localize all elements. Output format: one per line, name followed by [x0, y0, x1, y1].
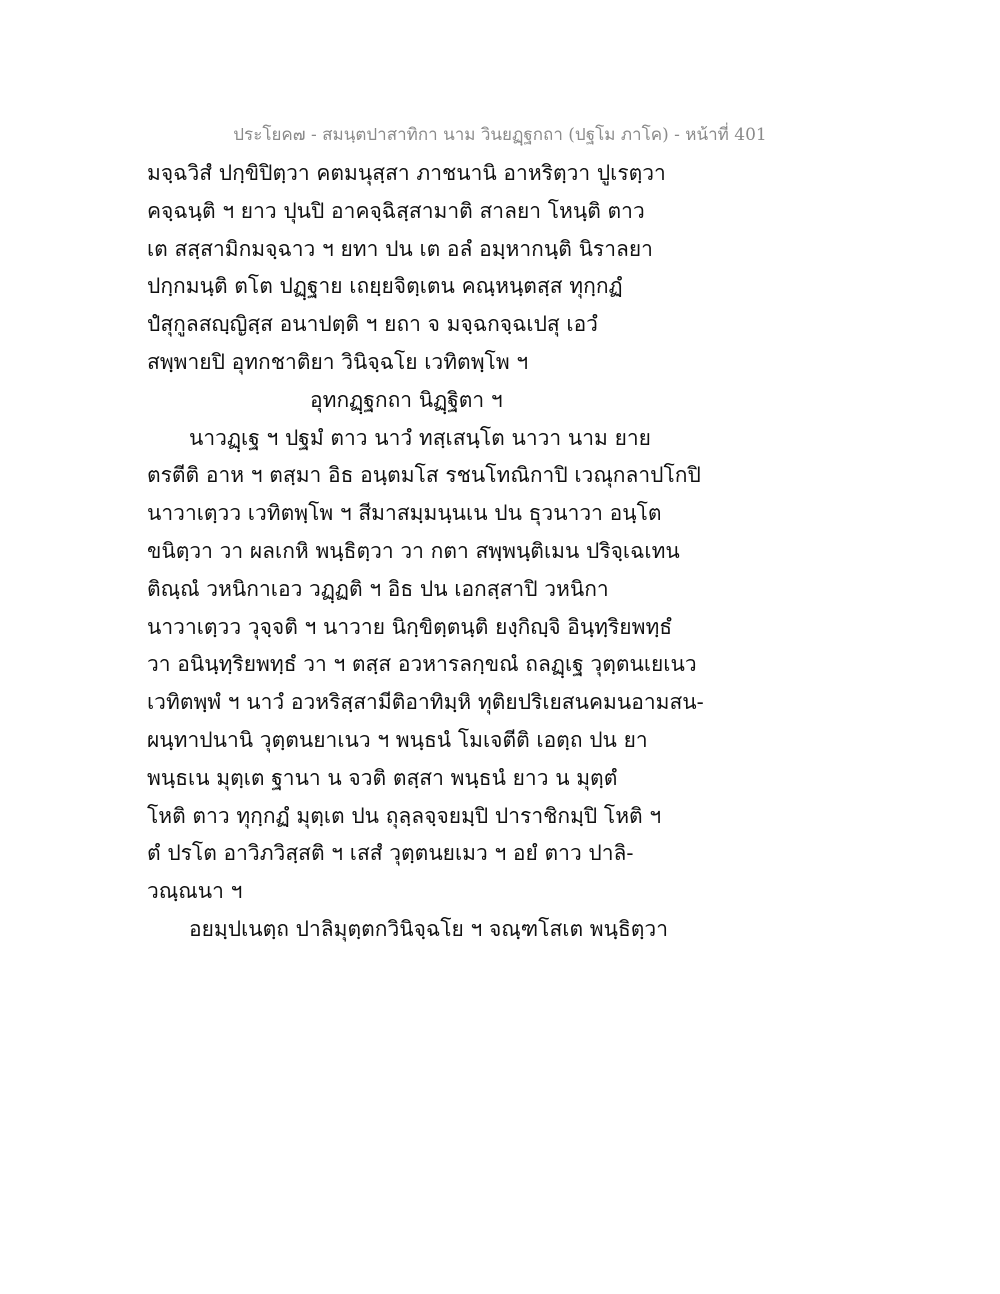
text-line: นาวาเตฺวว วุจฺจติ ฯ นาวาย นิกฺขิตฺตนฺติ ยงฺกิญฺจิ อินฺทฺริยพทฺธํ — [147, 614, 673, 639]
text-line: นาวาเตฺวว เวทิตพฺโพ ฯ สีมาสมฺมนฺนเน ปน ธุวนาวา อนฺโต — [147, 501, 662, 526]
text-line: ปกฺกมนฺติ ตโต ปฏฺฐาย เถยฺยจิตฺเตน คณฺหนฺตสฺส ทุกฺกฏํ — [147, 274, 623, 299]
text-line: คจฺฉนฺติ ฯ ยาว ปุนปิ อาคจฺฉิสฺสามาติ สาลยา โหนฺติ ตาว — [147, 198, 645, 223]
text-line: เต สสฺสามิกมจฺฉาว ฯ ยทา ปน เต อลํ อมฺหากนฺติ นิราลยา — [147, 236, 653, 261]
running-header: ประโยค๗ - สมนฺตปาสาทิกา นาม วินยฏฺฐกถา (ปฐโม ภาโค) - หน้าที่ 401 — [233, 125, 767, 145]
text-line: โหติ ตาว ทุกฺกฏํ มุตฺเต ปน ถุลฺลจฺจยมฺปิ ปาราชิกมฺปิ โหติ ฯ — [147, 803, 662, 828]
paragraph-start-line: อยมฺปเนตฺถ ปาลิมุตฺตกวินิจฺฉโย ฯ จณฺฑโสเต พนฺธิตฺวา — [189, 916, 669, 941]
text-line: มจฺฉวิสํ ปกฺขิปิตฺวา คตมนุสฺสา ภาชนานิ อาหริตฺวา ปูเรตฺวา — [147, 161, 666, 185]
text-line: ตํ ปรโต อาวิภวิสฺสติ ฯ เสสํ วุตฺตนยเมว ฯ อยํ ตาว ปาลิ- — [147, 841, 634, 866]
text-line: วณฺณนา ฯ — [147, 879, 243, 904]
paragraph-start-line: นาวฏฺเฐ ฯ ปฐมํ ตาว นาวํ ทสฺเสนฺโต นาวา นาม ยาย — [189, 425, 651, 450]
text-line: วา อนินฺทฺริยพทฺธํ วา ฯ ตสฺส อวหารลกฺขณํ ถลฏฺเฐ วุตฺตนเยเนว — [147, 652, 697, 677]
section-end-heading: อุทกฏฺฐกถา นิฏฺฐิตา ฯ — [310, 387, 503, 412]
body-text — [147, 155, 867, 949]
text-line: สพฺพายปิ อุทกชาติยา วินิจฺฉโย เวทิตพฺโพ ฯ — [147, 349, 529, 374]
text-line: พนฺธเน มุตฺเต ฐานา น จวติ ตสฺสา พนฺธนํ ยาว น มุตฺตํ — [147, 765, 618, 790]
text-line: ขนิตฺวา วา ผลเกหิ พนฺธิตฺวา วา กตา สพฺพนฺติเมน ปริจฺเฉเทน — [147, 538, 680, 563]
text-line: ติณฺณํ วหนิกาเอว วฏฺฏติ ฯ อิธ ปน เอกสฺสาปิ วหนิกา — [147, 576, 609, 601]
text-line: ปํสุกูลสญฺญิสฺส อนาปตฺติ ฯ ยถา จ มจฺฉกจฺฉเปสุ เอวํ — [147, 312, 598, 337]
text-line: เวทิตพฺพํ ฯ นาวํ อวหริสฺสามีติอาทิมฺหิ ทุติยปริเยสนคมนอามสน- — [147, 690, 704, 715]
text-line: ผนฺทาปนานิ วุตฺตนยาเนว ฯ พนฺธนํ โมเจตีติ เอตฺถ ปน ยา — [147, 727, 648, 752]
text-line: ตรตีติ อาห ฯ ตสฺมา อิธ อนฺตมโส รชนโทณิกาปิ เวณุกลาปโกปิ — [147, 463, 701, 488]
